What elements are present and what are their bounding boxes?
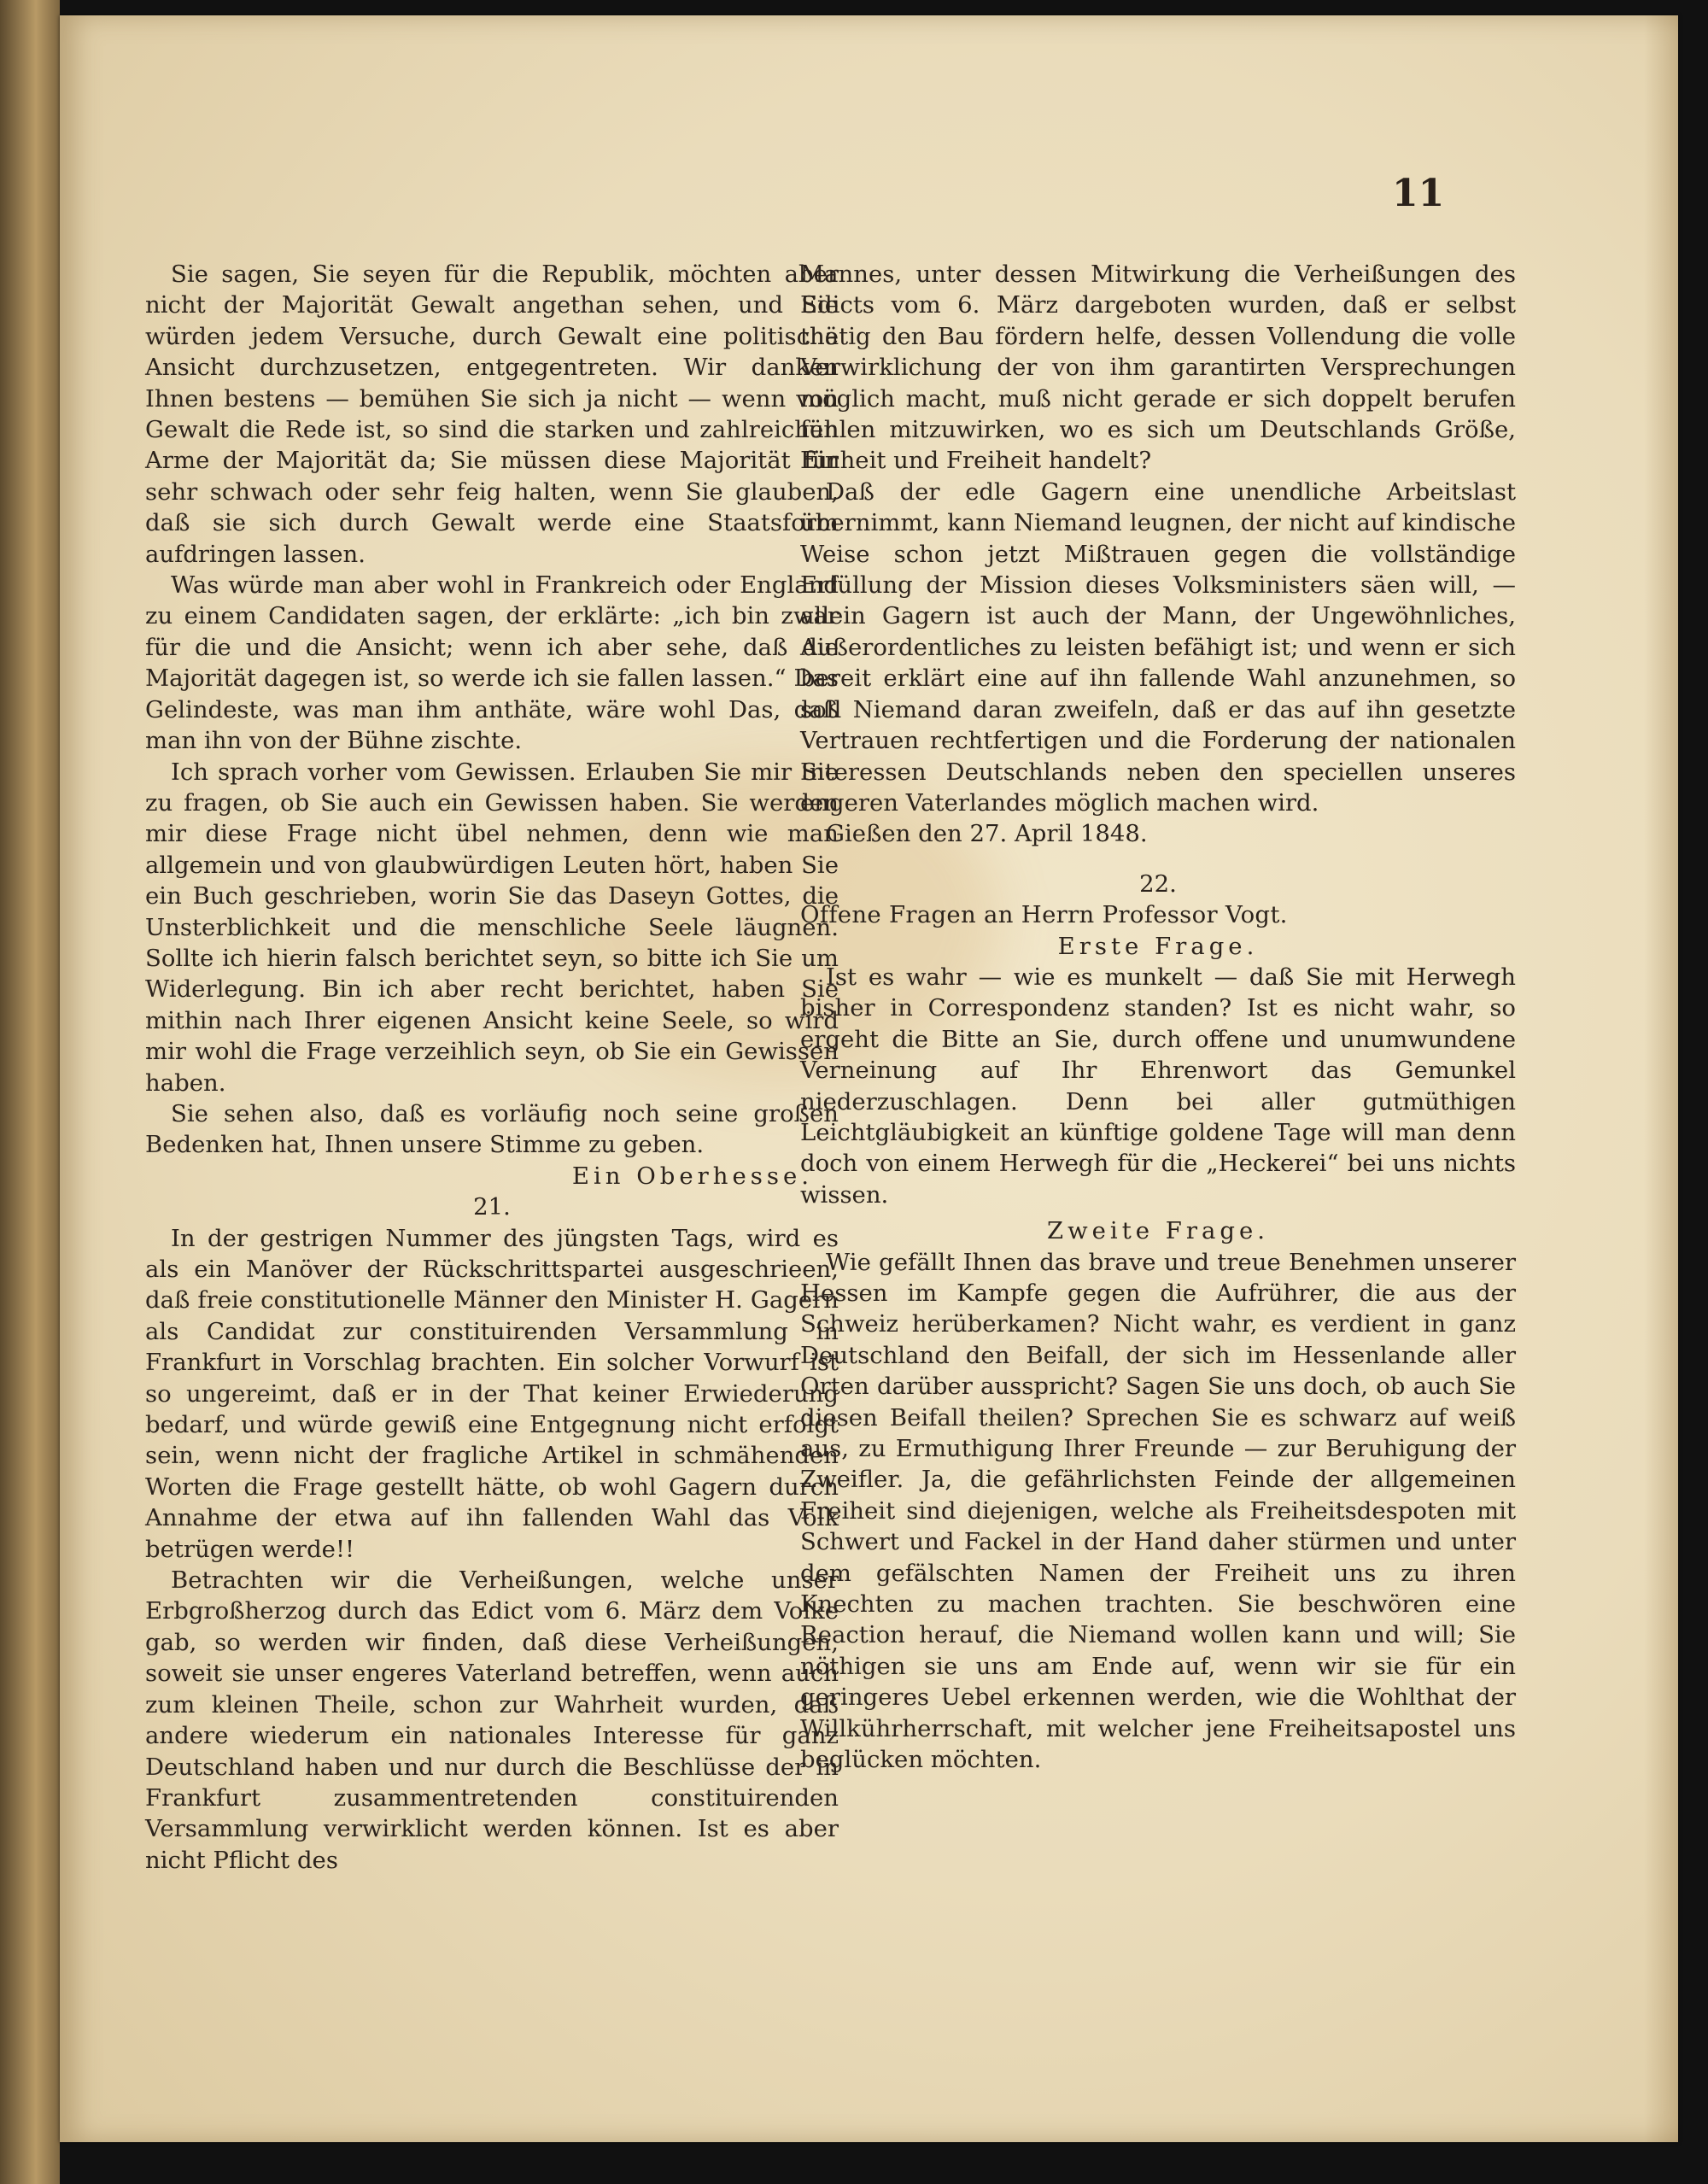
paragraph: Sie sehen also, daß es vorläufig noch seine großen Bedenken hat, Ihnen unsere Stimme zu geben. xyxy=(145,1099,839,1159)
paragraph: Betrachten wir die Verheißungen, welche unser Erbgroßherzog durch das Edict vom 6. März dem Volke gab, so werden wir finden, daß diese Verheißungen, soweit sie unser engeres Vaterland betreffen, wenn auch zum kleinen Theile, schon zur Wahrheit wurden, daß andere wiederum ein nationales Interesse für ganz Deutschland haben und nur durch die Beschlüsse der in Frankfurt zusammentretenden constituirenden Versammlung verwirklicht werden können. Ist es aber nicht Pflicht des xyxy=(145,1566,839,1874)
paragraph: Ich sprach vorher vom Gewissen. Erlauben Sie mir Sie zu fragen, ob Sie auch ein Gewissen haben. Sie werden mir diese Frage nicht übel nehmen, denn wie man allgemein und von glaubwürdigen Leuten hört, haben Sie ein Buch geschrieben, worin Sie das Daseyn Gottes, die Unsterblichkeit und die menschliche Seele läugnen. Sollte ich hierin falsch berichtet seyn, so bitte ich Sie um Widerlegung. Bin ich aber recht berichtet, haben Sie mithin nach Ihrer eigenen Ansicht keine Seele, so wird mir wohl die Frage verzeihlich seyn, ob Sie ein Gewissen haben. xyxy=(145,758,839,1097)
facing-page-edge xyxy=(0,0,60,2184)
question-heading: Zweite Frage. xyxy=(1046,1217,1270,1245)
paragraph: Ist es wahr — wie es munkelt — daß Sie mit Herwegh bisher in Correspondenz standen? Ist es nicht wahr, so ergeht die Bitte an Sie, durch offene und unumwundene Verneinung auf Ihr Ehrenwort das Gemunkel niederzuschlagen. Denn bei aller gutmüthigen Leichtgläubigkeit an künftige goldene Tage will man denn doch von einem Herwegh für die „Heckerei“ bei uns nichts wissen. xyxy=(800,963,1516,1209)
question-heading: Erste Frage. xyxy=(1057,932,1259,960)
paragraph: Sie sagen, Sie seyen für die Republik, möchten aber nicht der Majorität Gewalt angethan sehen, und Sie würden jedem Versuche, durch Gewalt eine politische Ansicht durchzusetzen, entgegentreten. Wir danken Ihnen bestens — bemühen Sie sich ja nicht — wenn von Gewalt die Rede ist, so sind die starken und zahlreichen Arme der Majorität da; Sie müssen diese Majorität für sehr schwach oder sehr feig halten, wenn Sie glauben, daß sie sich durch Gewalt werde eine Staatsform aufdringen lassen. xyxy=(145,261,839,568)
paragraph: Mannes, unter dessen Mitwirkung die Verheißungen des Edicts vom 6. März dargeboten wurden, daß er selbst thätig den Bau fördern helfe, dessen Vollendung die volle Verwirklichung der von ihm garantirten Versprechungen möglich macht, muß nicht gerade er sich doppelt berufen fühlen mitzuwirken, wo es sich um Deutschlands Größe, Einheit und Freiheit handelt? xyxy=(800,261,1516,475)
section-number: 21. xyxy=(473,1193,511,1221)
dateline: Gießen den 27. April 1848. xyxy=(826,820,1148,848)
paragraph: Daß der edle Gagern eine unendliche Arbeitslast übernimmt, kann Niemand leugnen, der nicht auf kindische Weise schon jetzt Mißtrauen gegen die vollständige Erfüllung der Mission dieses Volksministers säen will, — allein Gagern ist auch der Mann, der Ungewöhnliches, Außerordentliches zu leisten befähigt ist; und wenn er sich bereit erklärt eine auf ihn fallende Wahl anzunehmen, so soll Niemand daran zweifeln, daß er das auf ihn gesetzte Vertrauen rechtfertigen und die Forderung der nationalen Interessen Deutschlands neben den speciellen unseres engeren Vaterlandes möglich machen wird. xyxy=(800,477,1516,817)
newspaper-page xyxy=(60,15,1678,2142)
page-edge-shadow xyxy=(1644,15,1678,2142)
section-number: 22. xyxy=(1139,870,1177,898)
article-title: Offene Fragen an Herrn Professor Vogt. xyxy=(800,901,1288,929)
right-column xyxy=(800,259,1516,1776)
left-column xyxy=(145,259,839,1876)
paragraph: In der gestrigen Nummer des jüngsten Tags, wird es als ein Manöver der Rückschrittspartei ausgeschrieen, daß freie constitutionelle Männer den Minister H. Gagern als Candidat zur constituirenden Versammlung in Frankfurt in Vorschlag brachten. Ein solcher Vorwurf ist so ungereimt, daß er in der That keiner Erwiederung bedarf, und würde gewiß eine Entgegnung nicht erfolgt sein, wenn nicht der fragliche Artikel in schmähenden Worten die Frage gestellt hätte, ob wohl Gagern durch Annahme der etwa auf ihn fallenden Wahl das Volk betrügen werde!! xyxy=(145,1224,839,1563)
page-number: 11 xyxy=(1392,172,1445,215)
paragraph: Wie gefällt Ihnen das brave und treue Benehmen unserer Hessen im Kampfe gegen die Aufrührer, die aus der Schweiz herüberkamen? Nicht wahr, es verdient in ganz Deutschland den Beifall, der sich im Hessenlande aller Orten darüber ausspricht? Sagen Sie uns doch, ob auch Sie diesen Beifall theilen? Sprechen Sie es schwarz auf weiß aus, zu Ermuthigung Ihrer Freunde — zur Beruhigung der Zweifler. Ja, die gefährlichsten Feinde der allgemeinen Freiheit sind diejenigen, welche als Freiheitsdespoten mit Schwert und Fackel in der Hand daher stürmen und unter dem gefälschten Namen der Freiheit uns zu ihren Knechten zu machen trachten. Sie beschwören eine Reaction herauf, die Niemand wollen kann und will; Sie nöthigen sie uns am Ende auf, wenn wir sie für ein geringeres Uebel erkennen werden, wie die Wohlthat der Willkührherrschaft, mit welcher jene Freiheitsapostel uns beglücken möchten. xyxy=(800,1248,1516,1774)
signature: Ein Oberhesse. xyxy=(571,1162,813,1190)
paragraph: Was würde man aber wohl in Frankreich oder England zu einem Candidaten sagen, der erklärte: „ich bin zwar für die und die Ansicht; wenn ich aber sehe, daß die Majorität dagegen ist, so werde ich sie fallen lassen.“ Das Gelindeste, was man ihm anthäte, wäre wohl Das, daß man ihn von der Bühne zischte. xyxy=(145,571,839,755)
